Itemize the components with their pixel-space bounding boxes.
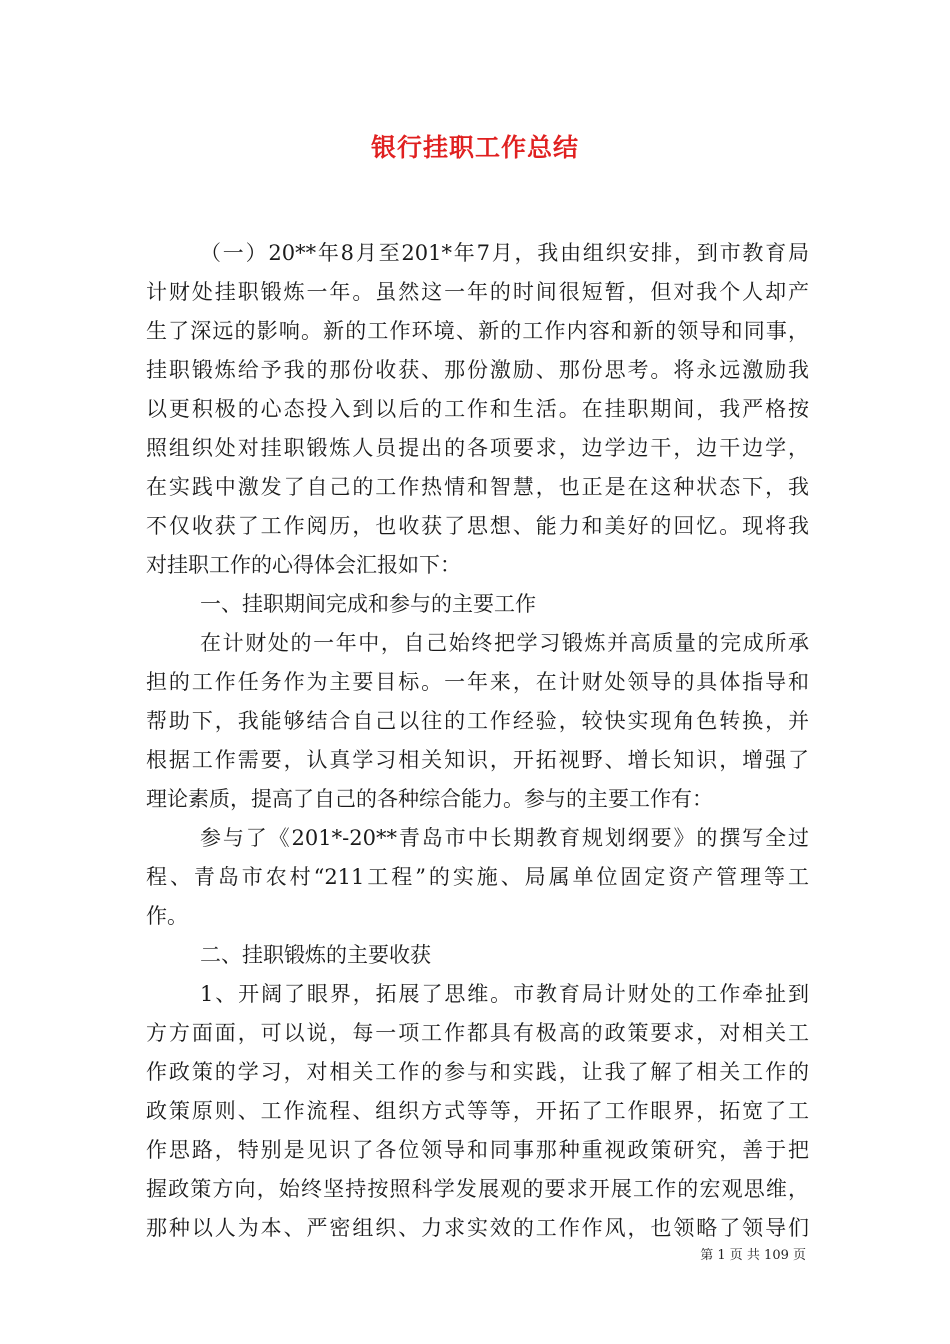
body-line: 政策原则、工作流程、组织方式等等，开拓了工作眼界，拓宽了工 (146, 1099, 809, 1123)
document-title: 银行挂职工作总结 (370, 133, 579, 162)
body-line: 挂职锻炼给予我的那份收获、那份激励、那份思考。将永远激励我 (146, 358, 809, 382)
body-line: 作政策的学习，对相关工作的参与和实践，让我了解了相关工作的 (146, 1060, 809, 1084)
body-line: 方方面面，可以说，每一项工作都具有极高的政策要求，对相关工 (146, 1021, 809, 1045)
body-line: 一、挂职期间完成和参与的主要工作 (200, 592, 536, 616)
body-line: 在计财处的一年中，自己始终把学习锻炼并高质量的完成所承 (200, 631, 809, 655)
body-line: 作。 (146, 904, 188, 928)
body-line: （一）20**年8月至201*年7月，我由组织安排，到市教育局 (200, 241, 809, 265)
body-line: 在实践中激发了自己的工作热情和智慧，也正是在这种状态下，我 (146, 475, 809, 499)
body-line: 理论素质，提高了自己的各种综合能力。参与的主要工作有： (146, 787, 713, 811)
body-line: 作思路，特别是见识了各位领导和同事那种重视政策研究，善于把 (146, 1138, 809, 1162)
body-line: 照组织处对挂职锻炼人员提出的各项要求，边学边干，边干边学， (146, 436, 809, 460)
body-line: 参与了《201*-20**青岛市中长期教育规划纲要》的撰写全过 (200, 826, 809, 850)
body-line: 生了深远的影响。新的工作环境、新的工作内容和新的领导和同事， (146, 319, 809, 343)
body-line: 帮助下，我能够结合自己以往的工作经验，较快实现角色转换，并 (146, 709, 809, 733)
body-line: 计财处挂职锻炼一年。虽然这一年的时间很短暂，但对我个人却产 (146, 280, 809, 304)
body-line: 对挂职工作的心得体会汇报如下： (146, 553, 461, 577)
body-line: 二、挂职锻炼的主要收获 (200, 943, 431, 967)
page-number-footer: 第 1 页 共 109 页 (700, 1248, 806, 1263)
body-line: 那种以人为本、严密组织、力求实效的工作作风，也领略了领导们 (146, 1216, 809, 1240)
document-body (146, 234, 809, 1248)
body-line: 担的工作任务作为主要目标。一年来，在计财处领导的具体指导和 (146, 670, 809, 694)
body-line: 以更积极的心态投入到以后的工作和生活。在挂职期间，我严格按 (146, 397, 809, 421)
body-line: 根据工作需要，认真学习相关知识，开拓视野、增长知识，增强了 (146, 748, 809, 772)
body-line: 握政策方向，始终坚持按照科学发展观的要求开展工作的宏观思维， (146, 1177, 809, 1201)
body-line: 不仅收获了工作阅历，也收获了思想、能力和美好的回忆。现将我 (146, 514, 809, 538)
body-line: 程、青岛市农村“211工程”的实施、局属单位固定资产管理等工 (146, 865, 809, 889)
body-line: 1、开阔了眼界，拓展了思维。市教育局计财处的工作牵扯到 (200, 982, 809, 1006)
